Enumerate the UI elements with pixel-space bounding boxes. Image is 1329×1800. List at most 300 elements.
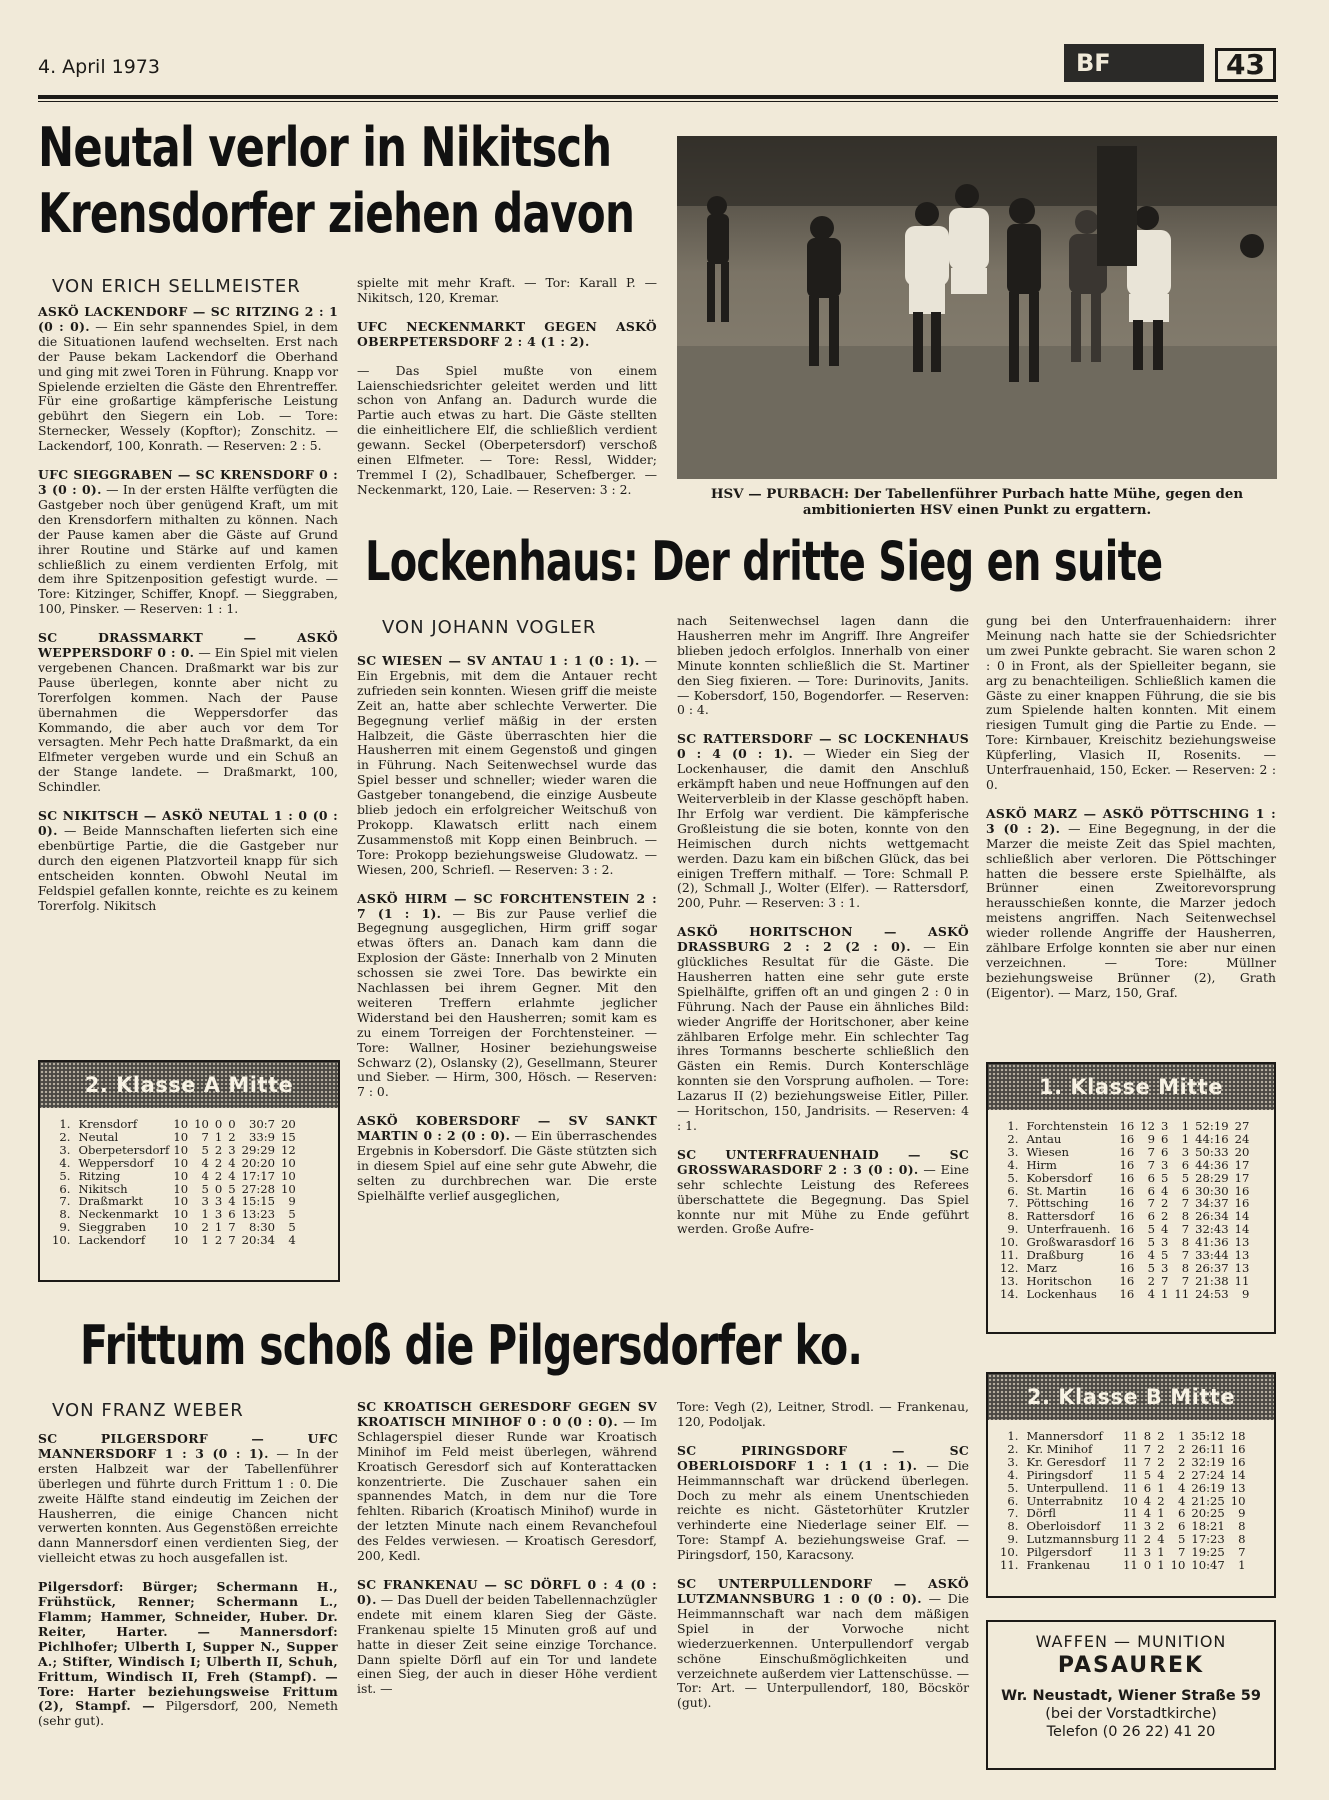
table-cell: 2 — [1157, 1493, 1165, 1508]
table-cell: 19:25 — [1191, 1545, 1225, 1560]
report-paragraph: spielte mit mehr Kraft. — Tor: Karall P. — Nikitsch, 120, Kremar. — [357, 275, 657, 305]
table-cell: 4 — [1177, 1480, 1186, 1495]
table-cell: 7 — [1143, 1454, 1152, 1469]
table-cell: 26:37 — [1195, 1260, 1229, 1275]
table-cell: 2 — [1177, 1454, 1186, 1469]
table-cell: 20 — [281, 1117, 296, 1131]
table-cell: 6 — [1161, 1144, 1169, 1159]
table-cell: 16 — [1119, 1131, 1135, 1146]
table-cell: 16 — [1234, 1196, 1250, 1211]
table-cell: 10 — [173, 1129, 189, 1144]
table-title: 2. Klasse B Mitte — [988, 1374, 1274, 1420]
article3-column-3 — [677, 1400, 969, 1711]
table-cell: 33:9 — [249, 1129, 276, 1144]
table-cell: 1 — [214, 1220, 223, 1235]
table-cell: 44:16 — [1195, 1131, 1229, 1146]
table-cell: 4 — [228, 1155, 236, 1170]
table-cell: 2 — [228, 1129, 236, 1144]
advertisement — [986, 1620, 1276, 1770]
table-cell: 11 — [1123, 1519, 1138, 1534]
table-cell: 35:12 — [1191, 1429, 1225, 1443]
table-cell: 1. — [59, 1117, 71, 1131]
team-name: Nikitsch — [78, 1181, 128, 1196]
report-paragraph: — Das Spiel mußte von einem Laienschiedsrichter geleitet werden und litt schon von Anfang an. Dadurch wurde die Partie auch etwas zu hart. Die Gäste stellten die einheitlichere Elf, die schließlich verdient gewann. Seckel (Oberpetersdorf) verschoß einen Elfmeter. — Tore: Ressl, Widder; Tremmel I (2), Schadlbauer, Schefberger. — Neckenmarkt, 120, Laie. — Reserven: 3 : 2. — [357, 362, 657, 497]
team-name: Antau — [1026, 1131, 1062, 1146]
ad-phone: Telefon (0 26 22) 41 20 — [1046, 1724, 1216, 1740]
table-cell: 2 — [214, 1142, 223, 1157]
table-cell: 33:44 — [1195, 1248, 1229, 1263]
report-paragraph: SC PILGERSDORF — UFC MANNERSDORF 1 : 3 (0 : 1). — In der ersten Halbzeit war der Tabellenführer überlegen und führte durch Frittum 1 : 0. Die zweite Hälfte stand eindeutig im Zeichen der Hausherren, die einige Chancen nicht verwerten konnten. Aus Gegenstößen erreichte dann Mannersdorf einen verdienten Sieg, der vielleicht etwas zu hoch ausgefallen ist. — [38, 1431, 338, 1566]
table-cell: 20:25 — [1191, 1506, 1225, 1521]
article2-column-2 — [677, 614, 969, 1237]
table-cell: 2. — [1007, 1441, 1019, 1456]
table-title: 1. Klasse Mitte — [988, 1064, 1274, 1110]
table-cell: 4 — [1147, 1248, 1155, 1263]
table-cell: 4 — [228, 1168, 236, 1183]
table-cell: 3 — [1161, 1260, 1169, 1275]
table-cell: 13 — [1234, 1235, 1250, 1250]
article3-byline: VON FRANZ WEBER — [52, 1400, 244, 1421]
table-cell: 16 — [1119, 1248, 1135, 1263]
table-cell: 18 — [1230, 1429, 1246, 1443]
table-cell: 11 — [1123, 1480, 1138, 1495]
table-cell: 10 — [281, 1155, 296, 1170]
team-name: Lutzmannsburg — [1026, 1532, 1120, 1547]
table-cell: 3 — [1143, 1545, 1152, 1560]
table-cell: 13 — [1234, 1248, 1250, 1263]
table-cell: 16 — [1119, 1260, 1135, 1275]
table-cell: 4 — [1143, 1506, 1152, 1521]
article1-headline-1: Neutal verlor in Nikitsch — [38, 116, 612, 179]
section-brand: BF — [1064, 44, 1204, 82]
table-cell: 8 — [1181, 1235, 1190, 1250]
report-paragraph: ASKÖ MARZ — ASKÖ PÖTTSCHING 1 : 3 (0 : 2). — Eine Begegnung, in der die Marzer die meiste Zeit das Spiel machten, schließlich aber verloren. Die Pöttschinger hatten die bessere erste Spielhälfte, als Brünner einen Zweitorevorsprung herausschießen konnte, die Marzer jedoch meistens angriffen. Nach Seitenwechsel wieder rollende Angriffe der Hausherren, zählbare Erfolge konnten sie aber nur einen verzeichnen. — Tore: Müllner beziehungsweise Brünner (2), Grath (Eigentor). — Marz, 150, Graf. — [986, 805, 1276, 1000]
table-cell: 16 — [1230, 1441, 1246, 1456]
team-name: Weppersdorf — [78, 1155, 154, 1170]
table-cell: 2 — [1147, 1273, 1155, 1288]
table-row — [1000, 1559, 1252, 1572]
team-name: Wiesen — [1026, 1144, 1070, 1159]
report-paragraph: UFC NECKENMARKT GEGEN ASKÖ OBERPETERSDORF 2 : 4 (1 : 2). — [357, 318, 657, 349]
table-cell: 5. — [59, 1168, 71, 1183]
table-cell: 44:36 — [1195, 1157, 1229, 1172]
table-cell: 2 — [1157, 1441, 1165, 1456]
article2-byline: VON JOHANN VOGLER — [382, 617, 597, 638]
table-cell: 8 — [1238, 1532, 1246, 1547]
table-cell: 5 — [1147, 1260, 1155, 1275]
table-cell: 16 — [1119, 1144, 1135, 1159]
table-cell: 8 — [1181, 1260, 1190, 1275]
table-cell: 13. — [1000, 1273, 1019, 1288]
table-cell: 2 — [214, 1233, 223, 1248]
table-cell: 16 — [1119, 1119, 1135, 1133]
table-cell: 10 — [173, 1117, 189, 1131]
table-cell: 11 — [1123, 1467, 1138, 1482]
table-cell: 8 — [1181, 1209, 1190, 1224]
table-cell: 15 — [281, 1129, 296, 1144]
table-cell: 8. — [1007, 1519, 1019, 1534]
table-cell: 2 — [214, 1168, 223, 1183]
team-name: Marz — [1026, 1260, 1057, 1275]
table-cell: 26:19 — [1191, 1480, 1225, 1495]
table-cell: 10 — [173, 1194, 189, 1209]
table-cell: 9 — [1241, 1286, 1250, 1301]
table-cell: 4 — [1161, 1183, 1169, 1198]
team-name: Oberpetersdorf — [78, 1142, 170, 1157]
article2-headline: Lockenhaus: Der dritte Sieg en suite — [365, 530, 1163, 593]
table-cell: 11 — [1123, 1545, 1138, 1560]
table-cell: 7 — [1181, 1222, 1190, 1237]
table-row — [52, 1170, 302, 1183]
report-paragraph: SC PIRINGSDORF — SC OBERLOISDORF 1 : 1 (1 : 1). — Die Heimmannschaft war drückend überlegen. Doch zu mehr als einem Unentschieden reichte es nicht. Gästetorhüter Krutzler verhinderte eine Niederlage seiner Elf. — Tore: Stampf A. beziehungsweise Graf. — Piringsdorf, 150, Karacsony. — [677, 1442, 970, 1563]
table-cell: 16 — [1119, 1209, 1135, 1224]
table-cell: 5 — [1181, 1170, 1190, 1185]
table-cell: 2 — [1177, 1441, 1186, 1456]
article1-byline: VON ERICH SELLMEISTER — [52, 276, 301, 297]
table-cell: 8 — [1143, 1429, 1152, 1443]
table-cell: 2 — [1157, 1429, 1165, 1443]
table-row — [1000, 1120, 1255, 1133]
table-cell: 6 — [1143, 1480, 1152, 1495]
table-cell: 24 — [1234, 1131, 1250, 1146]
table-cell: 9. — [59, 1220, 71, 1235]
table-row — [52, 1157, 302, 1170]
table-cell: 1. — [1007, 1119, 1019, 1133]
table-cell: 10 — [1170, 1558, 1186, 1573]
table-cell: 10 — [281, 1181, 296, 1196]
table-cell: 24:53 — [1195, 1286, 1229, 1301]
table-cell: 5 — [1177, 1532, 1186, 1547]
table-cell: 6 — [1181, 1183, 1190, 1198]
table-cell: 16 — [1119, 1196, 1135, 1211]
table-cell: 9. — [1007, 1222, 1019, 1237]
report-paragraph: Tore: Vegh (2), Leitner, Strodl. — Frankenau, 120, Podoljak. — [677, 1399, 969, 1429]
team-name: Großwarasdorf — [1026, 1235, 1116, 1250]
table-cell: 1 — [1157, 1480, 1165, 1495]
report-paragraph: SC RATTERSDORF — SC LOCKENHAUS 0 : 4 (0 : 1). — Wieder ein Sieg der Lockenhauser, die damit den Anschluß erkämpft haben und neue Hoffnungen auf den Weiterverbleib in der Klasse geschöpft haben. Ihr Erfolg war verdient. Die kämpferische Großleistung die sie boten, konnte von den Heimischen durch nichts wettgemacht werden. Dazu kam ein bißchen Glück, das bei einigen Treffern mithalf. — Tore: Schmall P. (2), Schmall J., Wolter (Elfer). — Rattersdorf, 200, Puhr. — Reserven: 3 : 1. — [677, 731, 969, 911]
team-name: Dörfl — [1026, 1506, 1057, 1521]
table-cell: 5. — [1007, 1170, 1019, 1185]
table-cell: 0 — [214, 1117, 223, 1131]
table-cell: 7 — [1238, 1545, 1246, 1560]
table-cell: 6 — [1147, 1209, 1155, 1224]
table-cell: 2 — [1157, 1519, 1165, 1534]
report-paragraph: SC WIESEN — SV ANTAU 1 : 1 (0 : 1). — Ein Ergebnis, mit dem die Antauer recht zufrieden sein konnten. Wiesen griff die meiste Zeit an, hatte aber schlechte Verwerter. Die Begegnung verlief mäßig in der ersten Halbzeit, die Gäste überraschten hier die Hausherren mit einem Gegenstoß und gingen in Führung. Nach Seitenwechsel wurde das Spiel besser und schneller; wieder waren die Gastgeber tonangebend, die einzige Ausbeute blieb jedoch ein erfolgreicher Weitschuß von Prokopp. Klawatsch erlitt nach einem Zusammenstoß mit Kopp einen Beinbruch. — Tore: Prokopp beziehungsweise Gludowatz. — Wiesen, 200, Schriefl. — Reserven: 3 : 2. — [357, 653, 657, 877]
table-cell: 20:20 — [241, 1155, 276, 1170]
team-name: Lackendorf — [78, 1233, 146, 1248]
ad-address: Wr. Neustadt, Wiener Straße 59 — [1001, 1688, 1261, 1704]
table-cell: 5 — [288, 1207, 296, 1222]
table-cell: 2 — [1157, 1454, 1165, 1469]
table-cell: 16 — [1119, 1222, 1135, 1237]
table-cell: 50:33 — [1195, 1144, 1229, 1159]
table-cell: 11 — [1123, 1429, 1138, 1443]
table-cell: 16 — [1230, 1454, 1246, 1469]
team-name: Pilgersdorf — [1026, 1545, 1092, 1560]
table-row — [1000, 1482, 1252, 1495]
table-cell: 10 — [173, 1233, 189, 1248]
table-cell: 29:29 — [241, 1142, 276, 1157]
team-name: Neutal — [78, 1129, 119, 1144]
table-cell: 10 — [1230, 1493, 1246, 1508]
team-name: Pöttsching — [1026, 1196, 1089, 1211]
table-row — [1000, 1443, 1252, 1456]
table-cell: 5 — [1147, 1222, 1155, 1237]
table-row — [1000, 1146, 1255, 1159]
table-cell: 41:36 — [1195, 1235, 1229, 1250]
table-row — [52, 1118, 302, 1131]
table-cell: 7 — [1147, 1157, 1155, 1172]
table-cell: 18:21 — [1191, 1519, 1225, 1534]
table-cell: 2. — [1007, 1131, 1019, 1146]
table-cell: 0 — [228, 1117, 236, 1131]
table-cell: 11 — [1123, 1506, 1138, 1521]
report-paragraph: SC DRASSMARKT — ASKÖ WEPPERSDORF 0 : 0. — Ein Spiel mit vielen vergebenen Chancen. Draßmarkt war bis zur Pause überlegen, konnte aber nicht zu Torerfolgen kommen. Nach der Pause übernahmen die Weppersdorfer das Kommando, die aber auch vor dem Tor versagten. Mehr Pech hatte Draßmarkt, da ein Elfmeter vergeben wurde und ein Schuß an der Stange landete. — Draßmarkt, 100, Schindler. — [38, 630, 338, 795]
article1-column-2 — [357, 276, 657, 498]
standings-table-2-klasse-a-mitte — [38, 1060, 340, 1282]
article3-column-1 — [38, 1432, 338, 1729]
table-cell: 14 — [1234, 1209, 1250, 1224]
standings-rows — [1000, 1120, 1255, 1301]
table-cell: 10 — [173, 1155, 189, 1170]
table-cell: 16 — [1119, 1157, 1135, 1172]
table-cell: 17 — [1234, 1157, 1250, 1172]
team-name: Oberloisdorf — [1026, 1519, 1101, 1534]
table-cell: 1 — [1157, 1558, 1165, 1573]
team-name: Unterfrauenh. — [1026, 1222, 1111, 1237]
table-cell: 7 — [1181, 1196, 1190, 1211]
report-paragraph: Pilgersdorf: Bürger; Schermann H., Frühstück, Renner; Schermann L., Flamm; Hammer, Schneider, Huber. Dr. Reiter, Harter. — Mannersdorf: Pichlhofer; Ulberth I, Supper N., Supper A.; Stifter, Windisch I; Ulberth II, Schuh, Frittum, Windisch II, Freh (Stampf). — Tore: Harter beziehungsweise Frittum (2), Stampf. — Pilgersdorf, 200, Nemeth (sehr gut). — [38, 1579, 338, 1729]
table-cell: 2 — [1143, 1532, 1152, 1547]
table-cell: 10 — [173, 1207, 189, 1222]
table-cell: 6 — [1177, 1519, 1186, 1534]
table-cell: 2 — [1177, 1467, 1186, 1482]
table-cell: 6. — [59, 1181, 71, 1196]
team-name: Draßmarkt — [78, 1194, 144, 1209]
article3-headline: Frittum schoß die Pilgersdorfer ko. — [80, 1314, 863, 1377]
table-cell: 1 — [1157, 1545, 1165, 1560]
report-paragraph: ASKÖ HIRM — SC FORCHTENSTEIN 2 : 7 (1 : 1). — Bis zur Pause verlief die Begegnung ausgeglichen, Hirm griff sogar etwas öfters an. Danach kam dann die Explosion der Gäste: Innerhalb von 2 Minuten schossen sie zwei Tore. Das bewirkte ein Nachlassen bei ihrem Gegner. Mit den weiteren Treffern erlahmte jeglicher Widerstand bei den Hausherren; somit kam es zu einem Torreigen der Forchtensteiner. — Tore: Wallner, Hosiner beziehungsweise Schwarz (2), Oslansky (2), Gesellmann, Steurer und Sieber. — Hirm, 300, Hösch. — Reserven: 7 : 0. — [357, 890, 657, 1100]
page-number: 43 — [1215, 48, 1276, 82]
table-row — [1000, 1469, 1252, 1482]
match-photo — [677, 136, 1277, 479]
table-cell: 10. — [1000, 1545, 1019, 1560]
table-cell: 21:38 — [1195, 1273, 1229, 1288]
table-cell: 10 — [173, 1168, 189, 1183]
table-cell: 1 — [1181, 1119, 1190, 1133]
table-cell: 21:25 — [1191, 1493, 1225, 1508]
table-cell: 2 — [1161, 1196, 1169, 1211]
table-cell: 3 — [201, 1194, 209, 1209]
table-cell: 26:34 — [1195, 1209, 1229, 1224]
table-cell: 10 — [1123, 1493, 1138, 1508]
table-cell: 2. — [59, 1129, 71, 1144]
table-cell: 5 — [1143, 1467, 1152, 1482]
team-name: Kr. Geresdorf — [1026, 1454, 1106, 1469]
table-title: 2. Klasse A Mitte — [40, 1062, 338, 1108]
table-cell: 4. — [59, 1155, 71, 1170]
article3-column-2 — [357, 1400, 657, 1697]
table-cell: 16 — [1119, 1183, 1135, 1198]
table-cell: 7 — [201, 1129, 209, 1144]
table-cell: 4 — [1157, 1532, 1165, 1547]
table-cell: 11 — [1123, 1532, 1138, 1547]
table-cell: 3 — [1161, 1157, 1169, 1172]
table-cell: 4 — [288, 1233, 296, 1248]
photo-caption: HSV — PURBACH: Der Tabellenführer Purbach hatte Mühe, gegen den ambitionierten HSV einen Punkt zu ergattern. — [710, 486, 1244, 518]
team-name: Piringsdorf — [1026, 1467, 1093, 1482]
table-cell: 7. — [59, 1194, 71, 1209]
table-cell: 1 — [1238, 1558, 1246, 1573]
table-cell: 8. — [59, 1207, 71, 1222]
ad-company: PASAUREK — [1057, 1653, 1205, 1678]
table-row — [1000, 1430, 1252, 1443]
team-name: Mannersdorf — [1026, 1429, 1103, 1443]
table-cell: 1 — [1157, 1506, 1165, 1521]
table-cell: 20:34 — [241, 1233, 276, 1248]
table-cell: 30:30 — [1195, 1183, 1229, 1198]
header-rule-thin — [38, 101, 1278, 102]
team-name: Hirm — [1026, 1157, 1057, 1172]
table-cell: 5 — [1161, 1170, 1169, 1185]
table-cell: 16 — [1119, 1235, 1135, 1250]
article1-headline-2: Krensdorfer ziehen davon — [38, 182, 635, 245]
table-cell: 5 — [1147, 1235, 1155, 1250]
report-paragraph: SC NIKITSCH — ASKÖ NEUTAL 1 : 0 (0 : 0). — Beide Mannschaften lieferten sich eine ebenbürtige Partie, die die Gastgeber nur durch den eigenen Platzvorteil knapp für sich entscheiden konnten. Obwohl Neutal im Feldspiel gefallen konnte, reichte es zu keinem Torerfolg. Nikitsch — [38, 808, 338, 913]
table-cell: 6 — [228, 1207, 236, 1222]
table-cell: 1 — [214, 1129, 223, 1144]
team-name: Unterrabnitz — [1026, 1493, 1103, 1508]
table-cell: 27:28 — [241, 1181, 276, 1196]
table-cell: 27 — [1234, 1119, 1250, 1133]
table-cell: 6 — [1147, 1170, 1155, 1185]
table-cell: 1 — [1177, 1429, 1186, 1443]
table-cell: 7 — [1147, 1144, 1155, 1159]
table-cell: 1 — [201, 1233, 209, 1248]
table-cell: 4 — [228, 1194, 236, 1209]
table-cell: 7 — [228, 1220, 236, 1235]
table-cell: 7 — [1147, 1196, 1155, 1211]
team-name: Kobersdorf — [1026, 1170, 1092, 1185]
article2-column-3 — [986, 614, 1276, 1001]
table-cell: 9. — [1007, 1532, 1019, 1547]
table-cell: 6. — [1007, 1183, 1019, 1198]
table-cell: 4. — [1007, 1467, 1019, 1482]
table-cell: 7. — [1007, 1196, 1019, 1211]
report-paragraph: SC FRANKENAU — SC DÖRFL 0 : 4 (0 : 0). — Das Duell der beiden Tabellennachzügler endete mit einem klaren Sieg der Gäste. Frankenau spielte 15 Minuten groß auf und hatte in dieser Zeit seine einzige Torchance. Dann spielte Dörfl auf ein Tor und landete einen Sieg, der auch in dieser Höhe verdient ist. — — [357, 1576, 657, 1697]
standings-table-1-klasse-mitte — [986, 1062, 1276, 1334]
table-cell: 10:47 — [1191, 1558, 1225, 1573]
table-cell: 34:37 — [1195, 1196, 1229, 1211]
table-cell: 10 — [173, 1220, 189, 1235]
header-rule — [38, 95, 1278, 99]
table-cell: 7 — [1181, 1273, 1190, 1288]
table-cell: 11 — [1174, 1286, 1190, 1301]
table-cell: 13 — [1230, 1480, 1246, 1495]
team-name: Forchtenstein — [1026, 1119, 1108, 1133]
table-row — [1000, 1288, 1255, 1301]
team-name: Sieggraben — [78, 1220, 147, 1235]
table-cell: 7. — [1007, 1506, 1019, 1521]
article2-column-1 — [357, 654, 657, 1204]
table-row — [1000, 1262, 1255, 1275]
table-cell: 52:19 — [1195, 1119, 1229, 1133]
table-cell: 11. — [1000, 1558, 1019, 1573]
team-name: Frankenau — [1026, 1558, 1091, 1573]
table-cell: 10 — [173, 1181, 189, 1196]
article1-column-1 — [38, 305, 338, 913]
table-cell: 7 — [1177, 1545, 1186, 1560]
table-cell: 11. — [1000, 1248, 1019, 1263]
table-cell: 8 — [1238, 1519, 1246, 1534]
team-name: Lockenhaus — [1026, 1286, 1097, 1301]
team-name: St. Martin — [1026, 1183, 1087, 1198]
table-cell: 9 — [1238, 1506, 1246, 1521]
table-cell: 3 — [1161, 1119, 1169, 1133]
report-paragraph: SC UNTERFRAUENHAID — SC GROSSWARASDORF 2 : 3 (0 : 0). — Eine sehr schlechte Leistung des Referees überschattete die Begegnung. Das Spiel konnte nur mit Mühe zu Ende geführt werden. Große Aufre- — [677, 1146, 969, 1237]
table-cell: 3 — [214, 1194, 223, 1209]
table-cell: 16 — [1119, 1286, 1135, 1301]
table-cell: 4 — [201, 1168, 209, 1183]
table-cell: 12 — [1140, 1119, 1155, 1133]
table-cell: 10 — [281, 1168, 296, 1183]
table-cell: 5 — [228, 1181, 236, 1196]
report-paragraph: SC KROATISCH GERESDORF GEGEN SV KROATISCH MINIHOF 0 : 0 (0 : 0). — Im Schlagerspiel dieser Runde war Kroatisch Minihof im Feld meist überlegen, während Kroatisch Geresdorf sich auf Konterattacken konzentrierte. Die Zuschauer sahen ein spannendes Match, in dem nur die Tore fehlten. Ribarich (Kroatisch Minihof) wurde in der letzten Minute nach einem Revanchefoul des Feldes verwiesen. — Kroatisch Geresdorf, 200, Kedl. — [357, 1399, 657, 1564]
table-cell: 3. — [1007, 1454, 1019, 1469]
table-row — [1000, 1456, 1252, 1469]
table-cell: 1 — [1161, 1286, 1169, 1301]
table-cell: 2 — [201, 1220, 209, 1235]
table-cell: 7 — [1181, 1248, 1190, 1263]
table-cell: 12 — [281, 1142, 296, 1157]
table-cell: 16 — [1119, 1170, 1135, 1185]
table-cell: 3 — [228, 1142, 236, 1157]
table-cell: 6. — [1007, 1493, 1019, 1508]
table-cell: 4 — [1143, 1493, 1152, 1508]
table-cell: 17 — [1234, 1170, 1250, 1185]
table-cell: 17:23 — [1191, 1532, 1225, 1547]
table-cell: 11 — [1123, 1441, 1138, 1456]
table-cell: 10. — [52, 1233, 71, 1248]
report-paragraph: SC UNTERPULLENDORF — ASKÖ LUTZMANNSBURG 1 : 0 (0 : 0). — Die Heimmannschaft war nach dem mäßigen Spiel in der Vorwoche nicht wiederzuerkennen. Unterpullendorf vergab schöne Einschußmöglichkeiten und verzeichnete außerdem vier Lattenschüsse. — Tor: Art. — Unterpullendorf, 180, Böcskör (gut). — [677, 1576, 969, 1711]
ad-address-note: (bei der Vorstadtkirche) — [1045, 1706, 1217, 1722]
table-cell: 0 — [214, 1181, 223, 1196]
table-cell: 16 — [1234, 1183, 1250, 1198]
table-cell: 4 — [1147, 1286, 1155, 1301]
table-cell: 11 — [1234, 1273, 1250, 1288]
issue-date: 4. April 1973 — [38, 56, 160, 78]
table-cell: 6 — [1147, 1183, 1155, 1198]
match-photo-image — [677, 136, 1277, 479]
table-cell: 1 — [201, 1207, 209, 1222]
table-cell: 11 — [1123, 1558, 1138, 1573]
table-cell: 26:11 — [1191, 1441, 1225, 1456]
table-row — [1000, 1275, 1255, 1288]
table-row — [52, 1234, 302, 1247]
table-cell: 3 — [1181, 1144, 1190, 1159]
table-cell: 3 — [1161, 1235, 1169, 1250]
table-cell: 20 — [1234, 1144, 1250, 1159]
table-cell: 3. — [59, 1142, 71, 1157]
table-cell: 9 — [1147, 1131, 1155, 1146]
table-cell: 3. — [1007, 1144, 1019, 1159]
table-row — [52, 1131, 302, 1144]
table-row — [1000, 1172, 1255, 1185]
table-cell: 30:7 — [249, 1117, 276, 1131]
report-paragraph: ASKÖ LACKENDORF — SC RITZING 2 : 1 (0 : 0). — Ein sehr spannendes Spiel, in dem die Situationen laufend wechselten. Erst nach der Pause bekam Lackendorf die Oberhand und ging mit zwei Toren in Führung. Knapp vor Spielende erzielten die Gäste den Ehrentreffer. Für eine großartige kämpferische Leistung gebührt den Siegern ein Lob. — Tore: Sternecker, Wessely (Kopftor); Zonschitz. — Lackendorf, 100, Konrath. — Reserven: 2 : 5. — [38, 304, 338, 454]
table-cell: 8. — [1007, 1209, 1019, 1224]
table-cell: 5. — [1007, 1480, 1019, 1495]
